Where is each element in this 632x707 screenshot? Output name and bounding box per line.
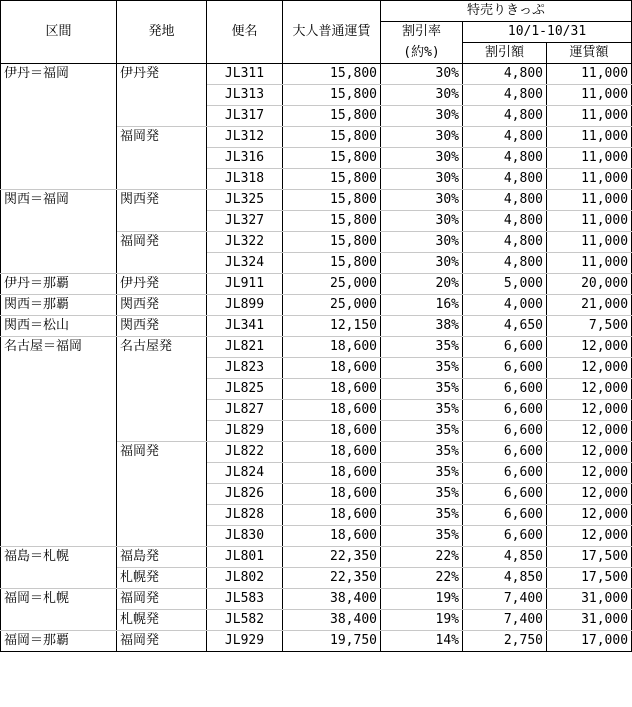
discount-amount-cell: 6,600 bbox=[463, 484, 547, 505]
discount-rate-cell: 19% bbox=[381, 610, 463, 631]
discount-amount-cell: 2,750 bbox=[463, 631, 547, 652]
discount-amount-cell: 4,650 bbox=[463, 316, 547, 337]
flight-number-cell: JL324 bbox=[207, 253, 283, 274]
adult-fare-cell: 15,800 bbox=[283, 127, 381, 148]
section-cell: 伊丹＝福岡 bbox=[1, 64, 117, 190]
discount-rate-cell: 30% bbox=[381, 232, 463, 253]
discount-rate-cell: 20% bbox=[381, 274, 463, 295]
header-discount-rate-note: (約%) bbox=[381, 43, 463, 64]
fare-amount-cell: 12,000 bbox=[547, 484, 632, 505]
origin-cell: 伊丹発 bbox=[117, 274, 207, 295]
fare-amount-cell: 17,000 bbox=[547, 631, 632, 652]
header-discount-rate: 割引率 bbox=[381, 22, 463, 43]
header-period: 10/1-10/31 bbox=[463, 22, 632, 43]
discount-rate-cell: 30% bbox=[381, 253, 463, 274]
discount-rate-cell: 30% bbox=[381, 190, 463, 211]
fare-amount-cell: 12,000 bbox=[547, 442, 632, 463]
flight-number-cell: JL929 bbox=[207, 631, 283, 652]
adult-fare-cell: 15,800 bbox=[283, 190, 381, 211]
discount-amount-cell: 6,600 bbox=[463, 379, 547, 400]
adult-fare-cell: 18,600 bbox=[283, 337, 381, 358]
section-cell: 伊丹＝那覇 bbox=[1, 274, 117, 295]
adult-fare-cell: 15,800 bbox=[283, 169, 381, 190]
flight-number-cell: JL582 bbox=[207, 610, 283, 631]
discount-amount-cell: 4,800 bbox=[463, 190, 547, 211]
header-adult-fare: 大人普通運賃 bbox=[283, 1, 381, 64]
discount-amount-cell: 7,400 bbox=[463, 589, 547, 610]
origin-cell: 関西発 bbox=[117, 316, 207, 337]
discount-rate-cell: 14% bbox=[381, 631, 463, 652]
discount-rate-cell: 35% bbox=[381, 505, 463, 526]
adult-fare-cell: 18,600 bbox=[283, 400, 381, 421]
adult-fare-cell: 15,800 bbox=[283, 64, 381, 85]
fare-amount-cell: 31,000 bbox=[547, 589, 632, 610]
flight-number-cell: JL801 bbox=[207, 547, 283, 568]
section-cell: 福岡＝札幌 bbox=[1, 589, 117, 631]
discount-rate-cell: 30% bbox=[381, 211, 463, 232]
fare-amount-cell: 11,000 bbox=[547, 148, 632, 169]
discount-amount-cell: 6,600 bbox=[463, 337, 547, 358]
origin-cell: 福岡発 bbox=[117, 631, 207, 652]
discount-rate-cell: 35% bbox=[381, 526, 463, 547]
discount-amount-cell: 6,600 bbox=[463, 526, 547, 547]
fare-amount-cell: 12,000 bbox=[547, 379, 632, 400]
discount-rate-cell: 30% bbox=[381, 106, 463, 127]
fare-amount-cell: 11,000 bbox=[547, 127, 632, 148]
discount-rate-cell: 22% bbox=[381, 547, 463, 568]
discount-rate-cell: 30% bbox=[381, 85, 463, 106]
adult-fare-cell: 12,150 bbox=[283, 316, 381, 337]
discount-amount-cell: 5,000 bbox=[463, 274, 547, 295]
adult-fare-cell: 15,800 bbox=[283, 106, 381, 127]
discount-amount-cell: 6,600 bbox=[463, 463, 547, 484]
discount-amount-cell: 4,800 bbox=[463, 64, 547, 85]
flight-number-cell: JL824 bbox=[207, 463, 283, 484]
discount-amount-cell: 4,800 bbox=[463, 253, 547, 274]
adult-fare-cell: 18,600 bbox=[283, 379, 381, 400]
fare-amount-cell: 12,000 bbox=[547, 337, 632, 358]
table-row bbox=[1, 274, 632, 295]
table-row bbox=[1, 295, 632, 316]
discount-amount-cell: 6,600 bbox=[463, 358, 547, 379]
discount-rate-cell: 30% bbox=[381, 169, 463, 190]
fare-amount-cell: 20,000 bbox=[547, 274, 632, 295]
table-row bbox=[1, 64, 632, 85]
discount-amount-cell: 4,850 bbox=[463, 547, 547, 568]
adult-fare-cell: 18,600 bbox=[283, 484, 381, 505]
discount-rate-cell: 35% bbox=[381, 442, 463, 463]
origin-cell: 福島発 bbox=[117, 547, 207, 568]
table-header bbox=[1, 1, 632, 64]
flight-number-cell: JL911 bbox=[207, 274, 283, 295]
origin-cell: 伊丹発 bbox=[117, 64, 207, 127]
discount-rate-cell: 35% bbox=[381, 379, 463, 400]
fare-amount-cell: 21,000 bbox=[547, 295, 632, 316]
discount-rate-cell: 30% bbox=[381, 64, 463, 85]
adult-fare-cell: 18,600 bbox=[283, 442, 381, 463]
discount-amount-cell: 6,600 bbox=[463, 421, 547, 442]
discount-amount-cell: 6,600 bbox=[463, 442, 547, 463]
flight-number-cell: JL802 bbox=[207, 568, 283, 589]
fare-amount-cell: 11,000 bbox=[547, 253, 632, 274]
adult-fare-cell: 15,800 bbox=[283, 85, 381, 106]
section-cell: 名古屋＝福岡 bbox=[1, 337, 117, 547]
flight-number-cell: JL327 bbox=[207, 211, 283, 232]
section-cell: 関西＝松山 bbox=[1, 316, 117, 337]
adult-fare-cell: 18,600 bbox=[283, 463, 381, 484]
fare-amount-cell: 11,000 bbox=[547, 190, 632, 211]
flight-number-cell: JL826 bbox=[207, 484, 283, 505]
flight-number-cell: JL322 bbox=[207, 232, 283, 253]
table-row bbox=[1, 337, 632, 358]
adult-fare-cell: 19,750 bbox=[283, 631, 381, 652]
adult-fare-cell: 18,600 bbox=[283, 358, 381, 379]
origin-cell: 関西発 bbox=[117, 295, 207, 316]
fare-amount-cell: 11,000 bbox=[547, 211, 632, 232]
adult-fare-cell: 18,600 bbox=[283, 505, 381, 526]
discount-rate-cell: 22% bbox=[381, 568, 463, 589]
flight-number-cell: JL318 bbox=[207, 169, 283, 190]
origin-cell: 名古屋発 bbox=[117, 337, 207, 442]
discount-rate-cell: 16% bbox=[381, 295, 463, 316]
discount-amount-cell: 7,400 bbox=[463, 610, 547, 631]
flight-number-cell: JL325 bbox=[207, 190, 283, 211]
flight-number-cell: JL312 bbox=[207, 127, 283, 148]
fare-amount-cell: 7,500 bbox=[547, 316, 632, 337]
discount-rate-cell: 19% bbox=[381, 589, 463, 610]
discount-rate-cell: 30% bbox=[381, 127, 463, 148]
section-cell: 関西＝福岡 bbox=[1, 190, 117, 274]
discount-rate-cell: 35% bbox=[381, 358, 463, 379]
fare-amount-cell: 12,000 bbox=[547, 526, 632, 547]
discount-amount-cell: 4,800 bbox=[463, 127, 547, 148]
discount-rate-cell: 35% bbox=[381, 421, 463, 442]
origin-cell: 福岡発 bbox=[117, 589, 207, 610]
adult-fare-cell: 15,800 bbox=[283, 232, 381, 253]
origin-cell: 札幌発 bbox=[117, 610, 207, 631]
flight-number-cell: JL823 bbox=[207, 358, 283, 379]
fare-amount-cell: 11,000 bbox=[547, 169, 632, 190]
discount-amount-cell: 6,600 bbox=[463, 400, 547, 421]
flight-number-cell: JL827 bbox=[207, 400, 283, 421]
header-section: 区間 bbox=[1, 1, 117, 64]
adult-fare-cell: 38,400 bbox=[283, 589, 381, 610]
discount-amount-cell: 4,850 bbox=[463, 568, 547, 589]
discount-amount-cell: 4,800 bbox=[463, 232, 547, 253]
section-cell: 福岡＝那覇 bbox=[1, 631, 117, 652]
discount-rate-cell: 30% bbox=[381, 148, 463, 169]
flight-number-cell: JL341 bbox=[207, 316, 283, 337]
adult-fare-cell: 15,800 bbox=[283, 211, 381, 232]
adult-fare-cell: 22,350 bbox=[283, 568, 381, 589]
fare-amount-cell: 12,000 bbox=[547, 463, 632, 484]
adult-fare-cell: 38,400 bbox=[283, 610, 381, 631]
discount-amount-cell: 4,800 bbox=[463, 106, 547, 127]
flight-number-cell: JL317 bbox=[207, 106, 283, 127]
discount-rate-cell: 35% bbox=[381, 463, 463, 484]
table-row bbox=[1, 547, 632, 568]
discount-rate-cell: 35% bbox=[381, 484, 463, 505]
discount-amount-cell: 6,600 bbox=[463, 505, 547, 526]
section-cell: 関西＝那覇 bbox=[1, 295, 117, 316]
discount-rate-cell: 35% bbox=[381, 337, 463, 358]
adult-fare-cell: 15,800 bbox=[283, 148, 381, 169]
discount-rate-cell: 38% bbox=[381, 316, 463, 337]
table-row bbox=[1, 631, 632, 652]
fare-amount-cell: 11,000 bbox=[547, 64, 632, 85]
origin-cell: 福岡発 bbox=[117, 127, 207, 190]
discount-amount-cell: 4,000 bbox=[463, 295, 547, 316]
flight-number-cell: JL829 bbox=[207, 421, 283, 442]
flight-number-cell: JL311 bbox=[207, 64, 283, 85]
origin-cell: 福岡発 bbox=[117, 232, 207, 274]
flight-number-cell: JL899 bbox=[207, 295, 283, 316]
origin-cell: 札幌発 bbox=[117, 568, 207, 589]
fare-amount-cell: 12,000 bbox=[547, 505, 632, 526]
header-flight: 便名 bbox=[207, 1, 283, 64]
header-special-ticket: 特売りきっぷ bbox=[381, 1, 632, 22]
table-row bbox=[1, 190, 632, 211]
discount-amount-cell: 4,800 bbox=[463, 148, 547, 169]
adult-fare-cell: 15,800 bbox=[283, 253, 381, 274]
fare-amount-cell: 11,000 bbox=[547, 232, 632, 253]
table-row bbox=[1, 589, 632, 610]
table-row bbox=[1, 316, 632, 337]
flight-number-cell: JL825 bbox=[207, 379, 283, 400]
discount-amount-cell: 4,800 bbox=[463, 211, 547, 232]
fare-amount-cell: 17,500 bbox=[547, 568, 632, 589]
discount-amount-cell: 4,800 bbox=[463, 169, 547, 190]
adult-fare-cell: 22,350 bbox=[283, 547, 381, 568]
fare-amount-cell: 12,000 bbox=[547, 358, 632, 379]
adult-fare-cell: 25,000 bbox=[283, 295, 381, 316]
fare-amount-cell: 12,000 bbox=[547, 400, 632, 421]
adult-fare-cell: 25,000 bbox=[283, 274, 381, 295]
adult-fare-cell: 18,600 bbox=[283, 526, 381, 547]
fare-amount-cell: 11,000 bbox=[547, 85, 632, 106]
origin-cell: 福岡発 bbox=[117, 442, 207, 547]
flight-number-cell: JL821 bbox=[207, 337, 283, 358]
origin-cell: 関西発 bbox=[117, 190, 207, 232]
header-origin: 発地 bbox=[117, 1, 207, 64]
fare-amount-cell: 17,500 bbox=[547, 547, 632, 568]
discount-rate-cell: 35% bbox=[381, 400, 463, 421]
table-body bbox=[1, 64, 632, 652]
fare-amount-cell: 31,000 bbox=[547, 610, 632, 631]
header-fare-amount: 運賃額 bbox=[547, 43, 632, 64]
flight-number-cell: JL316 bbox=[207, 148, 283, 169]
section-cell: 福島＝札幌 bbox=[1, 547, 117, 589]
flight-number-cell: JL830 bbox=[207, 526, 283, 547]
flight-number-cell: JL822 bbox=[207, 442, 283, 463]
flight-number-cell: JL828 bbox=[207, 505, 283, 526]
flight-number-cell: JL583 bbox=[207, 589, 283, 610]
discount-amount-cell: 4,800 bbox=[463, 85, 547, 106]
fare-amount-cell: 11,000 bbox=[547, 106, 632, 127]
header-discount-amount: 割引額 bbox=[463, 43, 547, 64]
fare-amount-cell: 12,000 bbox=[547, 421, 632, 442]
adult-fare-cell: 18,600 bbox=[283, 421, 381, 442]
flight-number-cell: JL313 bbox=[207, 85, 283, 106]
